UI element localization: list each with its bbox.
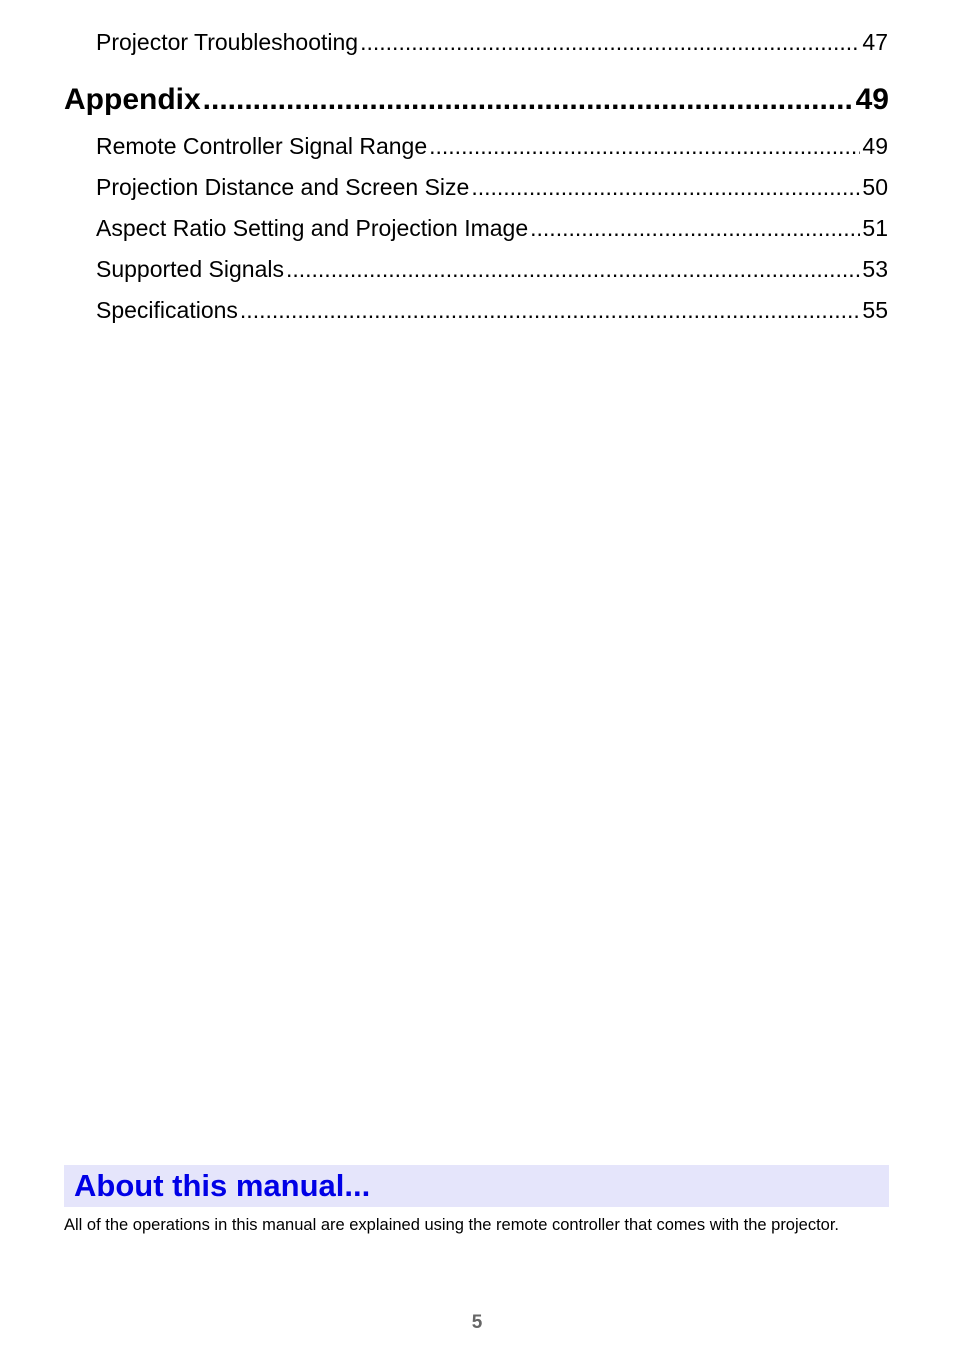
about-manual-title: About this manual... [74, 1168, 371, 1203]
toc-entry-page: 49 [862, 133, 888, 159]
toc-entry-specifications[interactable] [96, 295, 888, 325]
toc-entry-page: 50 [862, 174, 888, 200]
about-manual-text: All of the operations in this manual are explained using the remote controller that comes with the projector. [64, 1216, 840, 1234]
toc-chapter-appendix[interactable] [64, 80, 889, 120]
toc-entry-page: 53 [862, 256, 888, 282]
toc-entry-title: Supported Signals [96, 256, 284, 282]
toc-chapter-page: 49 [855, 83, 889, 116]
toc-entry-page: 51 [862, 215, 888, 241]
toc-entry-title: Aspect Ratio Setting and Projection Image [96, 215, 529, 241]
about-manual-heading-box [64, 1165, 889, 1207]
toc-entry-title: Remote Controller Signal Range [96, 133, 428, 159]
toc-leader-dots [203, 80, 854, 120]
toc-leader-dots [530, 213, 860, 243]
toc-leader-dots [471, 172, 860, 202]
toc-entry-projector-troubleshooting[interactable] [96, 27, 888, 57]
toc-entry-title: Projection Distance and Screen Size [96, 174, 470, 200]
toc-entry-title: Projector Troubleshooting [96, 29, 359, 55]
toc-leader-dots [240, 295, 860, 325]
toc-entry-projection-distance[interactable] [96, 172, 888, 202]
toc-leader-dots [286, 254, 860, 284]
toc-entry-supported-signals[interactable] [96, 254, 888, 284]
page-number: 5 [471, 1312, 483, 1333]
toc-chapter-title: Appendix [64, 83, 201, 116]
toc-leader-dots [360, 27, 860, 57]
toc-entry-page: 55 [862, 297, 888, 323]
toc-entry-page: 47 [862, 29, 888, 55]
toc-leader-dots [429, 131, 860, 161]
toc-entry-aspect-ratio[interactable] [96, 213, 888, 243]
toc-entry-remote-controller-signal-range[interactable] [96, 131, 888, 161]
toc-entry-title: Specifications [96, 297, 238, 323]
